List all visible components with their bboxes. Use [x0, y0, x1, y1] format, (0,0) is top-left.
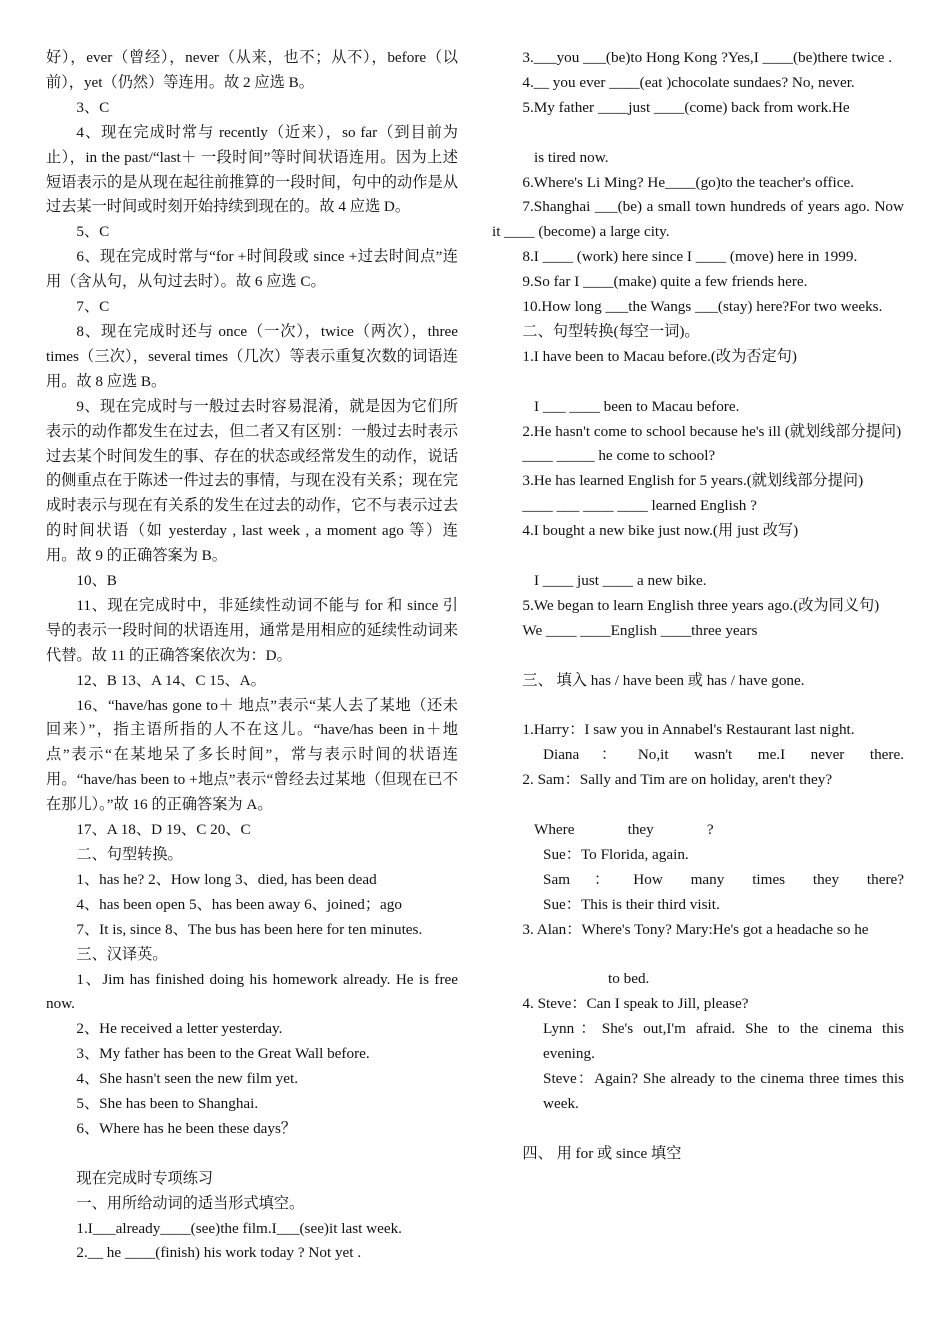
answers-12-15: 12、B 13、A 14、C 15、A。: [76, 671, 266, 689]
translation-answer-5: 5、She has been to Shanghai.: [76, 1095, 259, 1113]
answer-11: 11、现在完成时中，非延续性动词不能与 for 和 since 引导的表示一段时间的状语连用，通常是用相应的延续性动词来代替。故 11 的正确答案依次为：D。: [46, 596, 458, 664]
answer-3: 3、C: [76, 98, 110, 116]
transform-answers-line-2: 4、has been open 5、has been away 6、joined；ago: [76, 895, 402, 913]
blank-line: [492, 644, 904, 669]
transform-question-4: 4.I bought a new bike just now.(用 just 改写): [522, 522, 799, 540]
blank-line: [492, 370, 904, 395]
fill-question-9: 9.So far I ____(make) quite a few friends here.: [522, 273, 808, 291]
translation-answer-2: 2、He received a letter yesterday.: [76, 1020, 283, 1038]
answers-17-20: 17、A 18、D 19、C 20、C: [76, 821, 251, 839]
exercise-1-heading: 一、用所给动词的适当形式填空。: [76, 1194, 305, 1212]
dialogue-1-harry: 1.Harry：I saw you in Annabel's Restaurant last night.: [522, 721, 855, 739]
translation-answer-4: 4、She hasn't seen the new film yet.: [76, 1070, 299, 1088]
dialogue-3-to-bed: to bed.: [608, 970, 650, 988]
transform-question-2: 2.He hasn't come to school because he's ill (就划线部分提问): [522, 422, 902, 440]
transform-answer-2-blank: ____ _____ he come to school?: [522, 447, 716, 465]
fill-question-2: 2.__ he ____(finish) his work today ? Not yet .: [76, 1244, 362, 1262]
blank-line: [492, 793, 904, 818]
answer-6: 6、现在完成时常与“for +时间段或 since +过去时间点”连用（含从句，从句过去时）。故 6 应选 C。: [46, 248, 458, 291]
fill-question-4: 4.__ you ever ____(eat )chocolate sundaes? No, never.: [522, 73, 855, 91]
transform-answer-4-blank: I ____ just ____ a new bike.: [534, 571, 707, 589]
translation-answer-6: 6、Where has he been these days？: [76, 1119, 297, 1137]
answer-7: 7、C: [76, 298, 110, 316]
fill-question-6: 6.Where's Li Ming? He____(go)to the teacher's office.: [522, 173, 854, 191]
answer-10: 10、B: [76, 572, 117, 590]
exercise-3-heading: 三、 填入 has / have been 或 has / have gone.: [522, 671, 805, 689]
dialogue-2-sue-visit: Sue：This is their third visit.: [543, 895, 720, 913]
fill-question-3: 3.___you ___(be)to Hong Kong ?Yes,I ____(be)there twice .: [522, 49, 893, 66]
blank-line: [492, 694, 904, 719]
dialogue-3-alan: 3. Alan：Where's Tony? Mary:He's got a headache so he: [522, 920, 869, 938]
answer-16: 16、“have/has gone to＋ 地点”表示“某人去了某地（还未回来）”，指主语所指的人不在这儿。“have/has been in＋地点”表示“在某地呆了多长时间”，常与表示时间的状语连用。“have/has been to +地点”表示“曾经去过某地（但现在已不在那儿）。”故 16 的正确答案为 A。: [46, 696, 458, 814]
blank-line: [46, 1142, 458, 1167]
transform-question-5: 5.We began to learn English three years ago.(改为同义句): [522, 596, 880, 614]
fill-question-1: 1.I___already____(see)the film.I___(see)it last week.: [76, 1219, 402, 1237]
dialogue-4-steve-again: Steve：Again? She already to the cinema three times this week.: [543, 1070, 904, 1112]
exercise-title: 现在完成时专项练习: [76, 1169, 214, 1187]
transform-answers-line-3: 7、It is, since 8、The bus has been here for ten minutes.: [76, 920, 423, 938]
answer-2-continued: 好），ever（曾经），never（从来，也不；从不），before（以前），yet（仍然）等连用。故 2 应选 B。: [46, 49, 458, 91]
dialogue-1-diana: Diana：No,it wasn't me.I never there.: [543, 746, 904, 764]
dialogue-2-sam: 2. Sam：Sally and Tim are on holiday, aren't they?: [522, 771, 833, 789]
answer-8: 8、现在完成时还与 once（一次），twice（两次），three times（三次），several times（几次）等表示重复次数的词语连用。故 8 应选 B。: [46, 322, 458, 390]
blank-line: [492, 544, 904, 569]
transform-answer-3-blank: ____ ___ ____ ____ learned English ?: [522, 497, 757, 515]
answer-5: 5、C: [76, 223, 110, 241]
fill-question-5-continued: is tired now.: [534, 148, 609, 166]
dialogue-2-sue: Sue：To Florida, again.: [543, 845, 689, 863]
blank-line: [492, 1117, 904, 1142]
transform-answer-1-blank: I ___ ____ been to Macau before.: [534, 397, 740, 415]
transform-answer-5-blank: We ____ ____English ____three years: [522, 621, 758, 639]
dialogue-4-lynn: Lynn：She's out,I'm afraid. She to the cinema this evening.: [543, 1020, 904, 1063]
translation-answer-1: 1、Jim has finished doing his homework already. He is free now.: [46, 970, 458, 1013]
fill-question-10: 10.How long ___the Wangs ___(stay) here?For two weeks.: [522, 298, 883, 316]
fill-question-5: 5.My father ____just ____(come) back from work.He: [522, 98, 850, 116]
translation-answer-3: 3、My father has been to the Great Wall before.: [76, 1045, 370, 1063]
fill-question-8: 8.I ____ (work) here since I ____ (move) here in 1999.: [522, 248, 858, 266]
exercise-2-heading: 二、句型转换(每空一词)。: [522, 322, 700, 340]
transform-question-3: 3.He has learned English for 5 years.(就划线部分提问): [522, 472, 864, 490]
section-heading-sentence-transform: 二、句型转换。: [76, 846, 183, 863]
dialogue-2-sam-times: Sam：How many times they there?: [543, 870, 904, 888]
transform-answers-line-1: 1、has he? 2、How long 3、died, has been dead: [76, 870, 377, 888]
transform-question-1: 1.I have been to Macau before.(改为否定句): [522, 347, 797, 365]
section-heading-translation: 三、汉译英。: [76, 945, 168, 963]
exercise-4-heading: 四、 用 for 或 since 填空: [522, 1144, 682, 1162]
dialogue-2-where: Where they ?: [534, 821, 714, 838]
blank-line: [492, 943, 904, 968]
fill-question-7: 7.Shanghai ___(be) a small town hundreds of years ago. Now it ____ (become) a large city.: [492, 198, 904, 241]
right-column: [492, 46, 904, 1167]
answer-9: 9、现在完成时与一般过去时容易混淆，就是因为它们所表示的动作都发生在过去，但二者又有区别：一般过去时表示过去某个时间发生的事、存在的状态或经常发生的动作，说话的侧重点在于陈述一件过去的事情，与现在没有关系；现在完成时表示与现在有关系的发生在过去的动作，它不与表示过去的时间状语（如 yesterday , last week , a moment ago 等）连用。故 9 的正确答案为 B。: [46, 397, 458, 565]
dialogue-4-steve: 4. Steve：Can I speak to Jill, please?: [522, 995, 749, 1013]
left-column: [46, 46, 458, 1266]
blank-line: [492, 121, 904, 146]
answer-4: 4、现在完成时常与 recently（近来），so far（到目前为止），in the past/“last＋ 一段时间”等时间状语连用。因为上述短语表示的是从现在起往前推算的一段时间，句中的动作是从过去某一时间或时刻开始持续到现在的。故 4 应选 D。: [46, 123, 458, 216]
